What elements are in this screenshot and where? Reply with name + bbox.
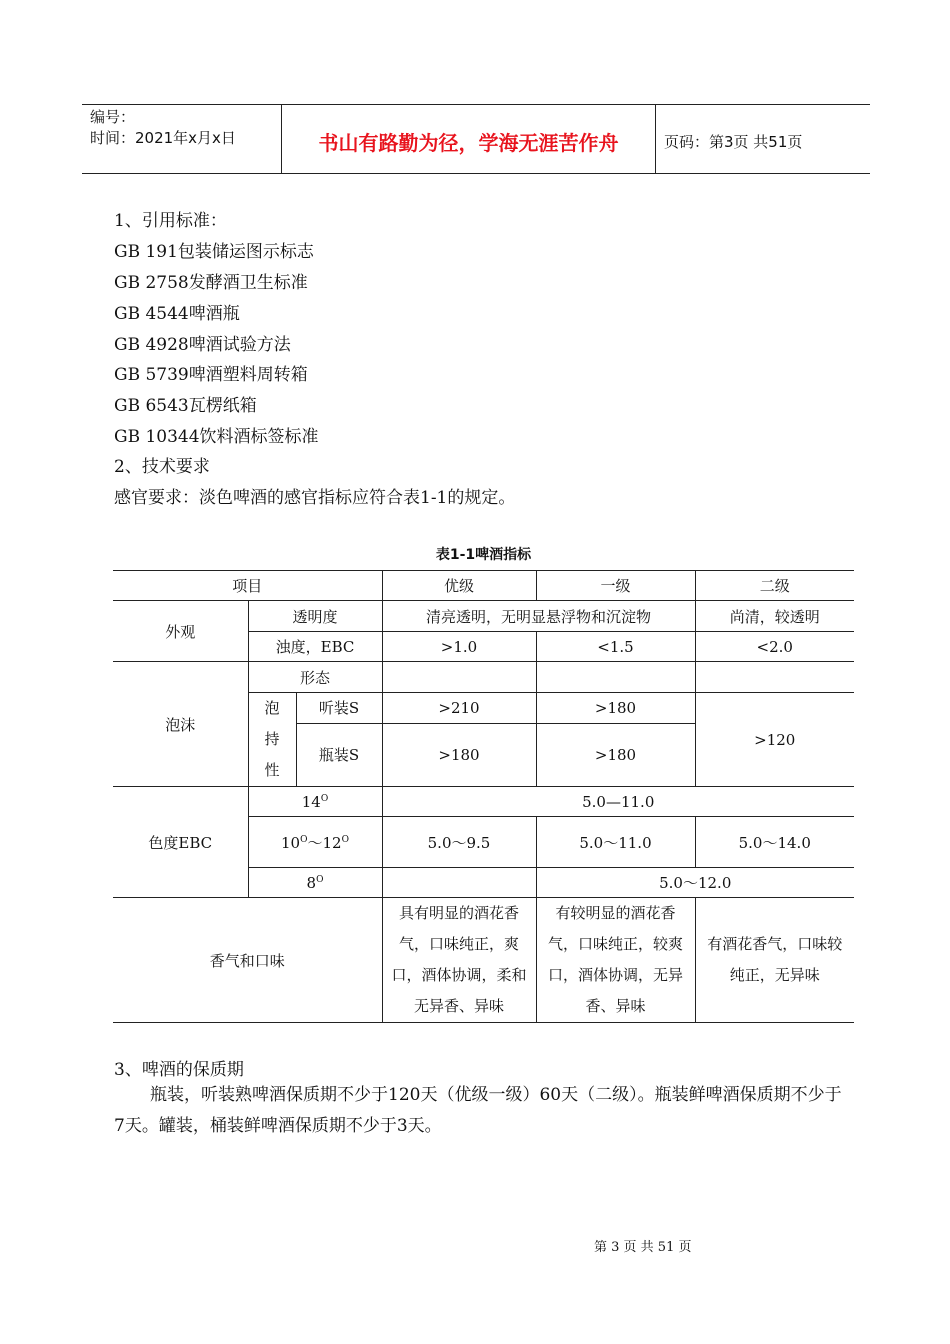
row-label-retention — [248, 693, 296, 787]
degree-value: 14 — [301, 792, 321, 811]
time-label: 时间：2021年x月x日 — [90, 129, 236, 147]
standard-item: GB 2758发酵酒卫生标准 — [114, 273, 308, 293]
cell-10deg-first: 5.0～11.0 — [536, 817, 695, 868]
cell-transparency: 清亮透明，无明显悬浮物和沉淀物 — [382, 601, 695, 632]
row-label-color: 色度EBC — [113, 787, 248, 898]
number-label: 编号： — [90, 108, 136, 126]
cell-10deg-excellent: 5.0～9.5 — [382, 817, 536, 868]
standard-item: GB 10344饮料酒标签标准 — [114, 427, 319, 447]
section3-title: 3、啤酒的保质期 — [114, 1060, 244, 1080]
retention-char: 泡 — [264, 699, 280, 717]
standard-item: GB 4928啤酒试验方法 — [114, 335, 291, 355]
page-footer: 第 3 页 共 51 页 — [594, 1240, 692, 1255]
row-label-aroma: 香气和口味 — [113, 898, 382, 1023]
section3-text: 瓶装，听装熟啤酒保质期不少于120天（优级一级）60天（二级）。瓶装鲜啤酒保质期不少于7天。罐装，桶装鲜啤酒保质期不少于3天。 — [114, 1085, 842, 1136]
degree-value: 12 — [322, 833, 342, 852]
range-tilde: ～ — [307, 833, 323, 852]
degree-sup: O — [320, 793, 329, 804]
standard-item: GB 6543瓦楞纸箱 — [114, 396, 257, 416]
degree-sup: O — [341, 834, 349, 845]
section1-title: 1、引用标准： — [114, 211, 227, 231]
cell-turbidity-first: <1.5 — [536, 632, 695, 662]
header-item: 项目 — [113, 571, 382, 601]
row-label-form: 形态 — [248, 662, 382, 693]
cell-turbidity-second: <2.0 — [695, 632, 854, 662]
cell-foam-second: >120 — [695, 693, 854, 787]
sensory-requirement: 感官要求：淡色啤酒的感官指标应符合表1-1的规定。 — [114, 488, 516, 508]
cell-bottle-excellent: >180 — [382, 723, 536, 786]
retention-char: 性 — [264, 761, 280, 779]
header-page-number: 页码：第3页 共51页 — [664, 133, 803, 151]
row-label-10-12deg — [248, 817, 382, 868]
row-label-turbidity: 浊度，EBC — [248, 632, 382, 662]
header-meta — [90, 107, 280, 149]
cell-aroma-second: 有酒花香气，口味较纯正，无异味 — [695, 898, 854, 1023]
cell-can-first: >180 — [536, 693, 695, 724]
page-header — [82, 104, 870, 174]
cell-turbidity-excellent: >1.0 — [382, 632, 536, 662]
header-excellent: 优级 — [382, 571, 536, 601]
table-caption: 表1-1啤酒指标 — [435, 547, 532, 563]
cell-14deg-all: 5.0—11.0 — [382, 787, 854, 817]
degree-value: 8 — [306, 873, 317, 892]
cell-8deg-excellent — [382, 868, 536, 898]
standard-item: GB 5739啤酒塑料周转箱 — [114, 365, 308, 385]
standard-item: GB 4544啤酒瓶 — [114, 304, 240, 324]
row-label-8deg — [248, 868, 382, 898]
header-motto: 书山有路勤为径，学海无涯苦作舟 — [318, 131, 619, 155]
row-label-appearance: 外观 — [113, 601, 248, 662]
cell-aroma-excellent: 具有明显的酒花香气，口味纯正，爽口，酒体协调，柔和无异香、异味 — [382, 898, 536, 1023]
header-first: 一级 — [536, 571, 695, 601]
degree-sup: O — [316, 874, 324, 885]
cell-can-excellent: >210 — [382, 693, 536, 724]
cell-8deg-first-second: 5.0～12.0 — [536, 868, 854, 898]
row-label-bottle: 瓶装S — [296, 723, 382, 786]
row-label-transparency: 透明度 — [248, 601, 382, 632]
cell-bottle-first: >180 — [536, 723, 695, 786]
cell-transparency-second: 尚清，较透明 — [695, 601, 854, 632]
cell-form-second — [695, 662, 854, 693]
header-second: 二级 — [695, 571, 854, 601]
retention-char: 持 — [264, 730, 280, 748]
cell-form-first — [536, 662, 695, 693]
degree-sup: O — [300, 834, 308, 845]
section3-body — [114, 1080, 844, 1142]
cell-form-excellent — [382, 662, 536, 693]
header-divider — [655, 105, 656, 173]
standard-item: GB 191包装储运图示标志 — [114, 242, 314, 262]
beer-index-table — [113, 570, 854, 1023]
degree-value: 10 — [281, 833, 301, 852]
cell-10deg-second: 5.0～14.0 — [695, 817, 854, 868]
row-label-foam: 泡沫 — [113, 662, 248, 787]
section2-title: 2、技术要求 — [114, 457, 210, 477]
cell-aroma-first: 有较明显的酒花香气，口味纯正，较爽口，酒体协调，无异香、异味 — [536, 898, 695, 1023]
row-label-14deg — [248, 787, 382, 817]
row-label-can: 听装S — [296, 693, 382, 724]
